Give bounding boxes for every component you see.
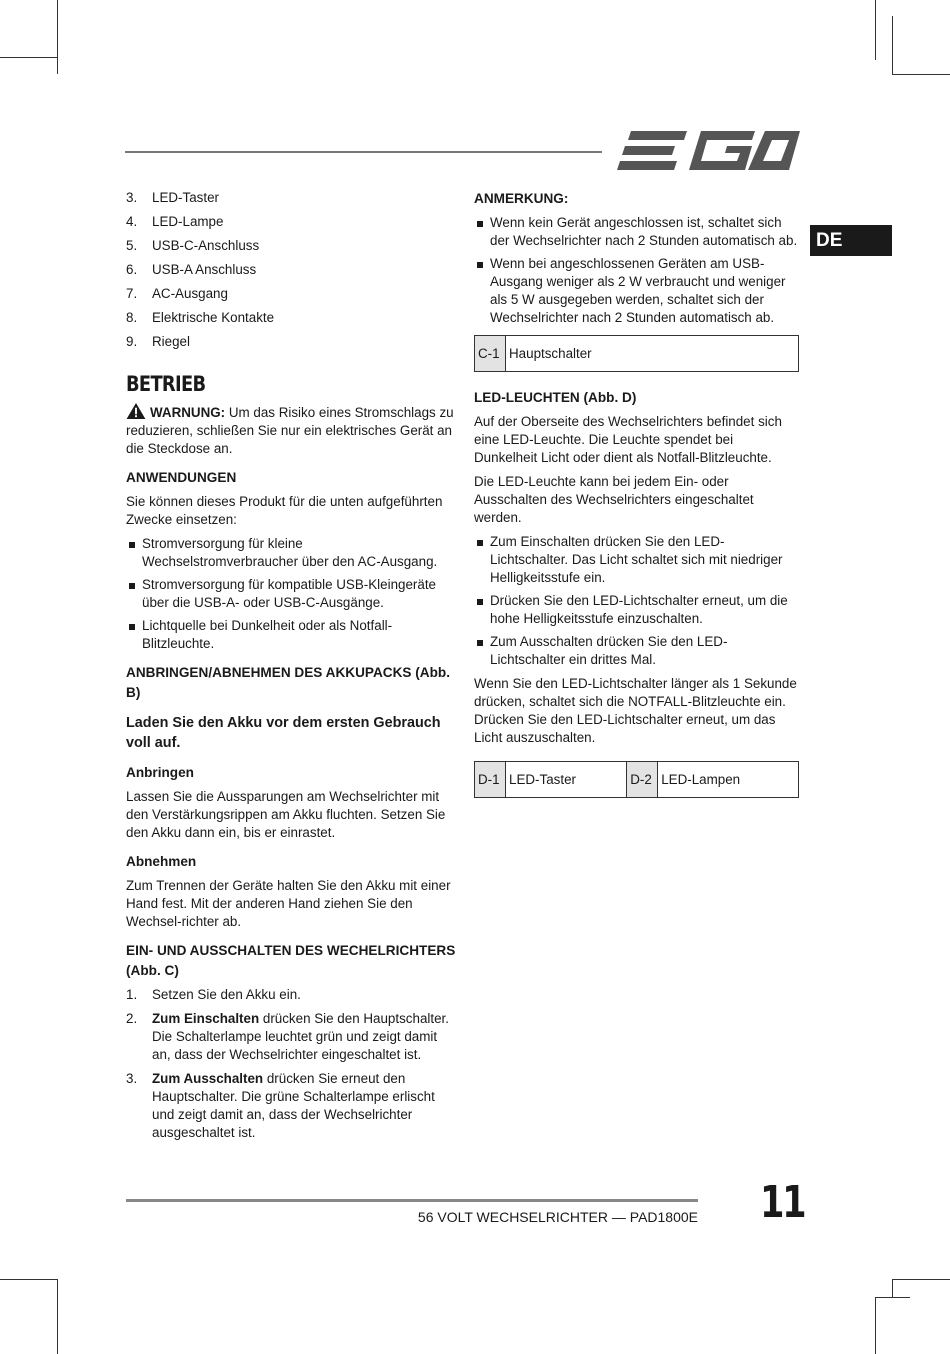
crop-mark-bottom-left-h <box>0 1279 57 1280</box>
right-column <box>474 189 800 808</box>
heading-led: LED-LEUCHTEN (Abb. D) <box>474 390 637 405</box>
table-cell-label: LED-Lampen <box>658 762 799 798</box>
table-row <box>475 336 799 372</box>
heading-akku: ANBRINGEN/ABNEHMEN DES AKKUPACKS (Abb. B) <box>126 665 450 700</box>
list-item: 4. LED-Lampe <box>126 214 224 229</box>
bullet-icon <box>474 592 490 628</box>
table-cell-label: Hauptschalter <box>506 336 799 372</box>
steps-list <box>126 986 456 1142</box>
table-cell-label: LED-Taster <box>506 762 627 798</box>
footer-rule <box>126 1199 698 1202</box>
bullet-icon <box>126 576 142 612</box>
list-item: Drücken Sie den LED-Lichtschalter erneut, um die hohe Helligkeitsstufe einzuschalten. <box>474 592 800 628</box>
list-item: 7. AC-Ausgang <box>126 286 228 301</box>
list-item: 8. Elektrische Kontakte <box>126 310 275 325</box>
heading-anbringen: Anbringen <box>126 765 194 780</box>
list-item: 5. USB-C-Anschluss <box>126 238 260 253</box>
crop-mark-bottom-right-h <box>892 1279 950 1280</box>
list-item: 3. LED-Taster <box>126 190 219 205</box>
list-item: Zum Einschalten drücken Sie den LED-Lichtschalter. Das Licht schaltet sich mit niedriger Helligkeitsstufe ein. <box>474 533 800 587</box>
parts-list <box>126 189 456 351</box>
list-item: 9. Riegel <box>126 334 190 349</box>
crop-mark-bottom-right-v2 <box>875 1297 876 1354</box>
label-table-d <box>474 761 799 798</box>
language-tab: DE <box>810 225 892 256</box>
heading-abnehmen: Abnehmen <box>126 854 197 869</box>
crop-mark-bottom-right-v <box>892 1279 893 1297</box>
table-cell-code: C-1 <box>475 336 506 372</box>
list-item: 1. Setzen Sie den Akku ein. <box>126 987 301 1002</box>
crop-mark-bottom-right-h2 <box>875 1297 910 1298</box>
bullet-icon <box>474 533 490 587</box>
crop-mark-bottom-left-v <box>57 1279 58 1354</box>
list-item: Zum Ausschalten drücken Sie den LED-Lichtschalter ein drittes Mal. <box>474 633 800 669</box>
list-item: Wenn kein Gerät angeschlossen ist, schaltet sich der Wechselrichter nach 2 Stunden automatisch ab. <box>474 214 800 250</box>
list-item: Stromversorgung für kleine Wechselstromverbraucher über den AC-Ausgang. <box>126 535 456 571</box>
anmerkung-list <box>474 214 800 327</box>
crop-mark-top-right-v <box>875 0 876 60</box>
section-title-betrieb: BETRIEB <box>126 372 206 396</box>
anwendungen-list <box>126 535 456 653</box>
crop-mark-top-right-h <box>892 74 950 75</box>
header-rule <box>125 151 602 153</box>
list-item: 2. Zum Einschalten drücken Sie den Hauptschalter. Die Schalterlampe leuchtet grün und zeigt damit an, dass der Wechselrichter eingeschaltet ist. <box>126 1011 449 1062</box>
table-cell-code: D-1 <box>475 762 506 798</box>
list-item: Stromversorgung für kompatible USB-Kleingeräte über die USB-A- oder USB-C-Ausgänge. <box>126 576 456 612</box>
table-cell-code: D-2 <box>627 762 658 798</box>
led-paragraph-3: Wenn Sie den LED-Lichtschalter länger als 1 Sekunde drücken, schaltet sich die NOTFALL-Blitzleuchte ein. Drücken Sie den LED-Lichtschalter erneut, um das Licht auszuschalten. <box>474 676 797 745</box>
heading-anmerkung: ANMERKUNG: <box>474 191 569 206</box>
crop-mark-top-left-v <box>57 0 58 74</box>
ego-logo <box>617 129 800 172</box>
page-number: 11 <box>760 1177 805 1228</box>
warning-label: WARNUNG: <box>150 405 226 420</box>
abnehmen-text: Zum Trennen der Geräte halten Sie den Akku mit einer Hand fest. Mit der anderen Hand ziehen Sie den Wechsel-richter ab. <box>126 878 451 929</box>
label-table-c <box>474 335 799 372</box>
list-item: Wenn bei angeschlossenen Geräten am USB-Ausgang weniger als 2 W verbraucht und weniger als 5 W ausgegeben werden, schaltet sich der Wechselrichter nach 2 Stunden automatisch ab. <box>474 255 800 327</box>
led-paragraph-2: Die LED-Leuchte kann bei jedem Ein- oder Ausschalten des Wechselrichters eingeschaltet werden. <box>474 474 754 525</box>
bullet-icon <box>126 617 142 653</box>
footer-product: 56 VOLT WECHSELRICHTER — PAD1800E <box>417 1209 698 1225</box>
bullet-icon <box>126 535 142 571</box>
list-item: 6. USB-A Anschluss <box>126 262 257 277</box>
warning-text: Um das Risiko eines Stromschlags zu reduzieren, schließen Sie nur ein elektrisches Gerät an die Steckdose an. <box>126 405 454 456</box>
led-list <box>474 533 800 669</box>
warning-icon <box>126 403 146 419</box>
anbringen-text: Lassen Sie die Aussparungen am Wechselrichter mit den Verstärkungsrippen am Akku fluchten. Setzen Sie den Akku dann ein, bis er einrastet. <box>126 789 446 840</box>
bullet-icon <box>474 255 490 327</box>
heading-anwendungen: ANWENDUNGEN <box>126 470 237 485</box>
table-row <box>475 762 799 798</box>
akku-notice: Laden Sie den Akku vor dem ersten Gebrauch voll auf. <box>126 715 441 751</box>
list-item: Lichtquelle bei Dunkelheit oder als Notfall-Blitzleuchte. <box>126 617 456 653</box>
crop-mark-top-right-v2 <box>892 16 893 74</box>
heading-ein-aus: EIN- UND AUSSCHALTEN DES WECHELRICHTERS (Abb. C) <box>126 943 456 978</box>
anwendungen-intro: Sie können dieses Produkt für die unten aufgeführten Zwecke einsetzen: <box>126 494 443 527</box>
left-column <box>126 189 456 1148</box>
bullet-icon <box>474 214 490 250</box>
warning-paragraph <box>126 403 456 458</box>
crop-mark-top-left-h <box>0 57 57 58</box>
bullet-icon <box>474 633 490 669</box>
led-paragraph-1: Auf der Oberseite des Wechselrichters befindet sich eine LED-Leuchte. Die Leuchte spendet bei Dunkelheit Licht oder dient als Notfall-Blitzleuchte. <box>474 414 782 465</box>
list-item: 3. Zum Ausschalten drücken Sie erneut den Hauptschalter. Die grüne Schalterlampe erlischt und zeigt damit an, dass der Wechselrichter ausgeschaltet ist. <box>126 1071 435 1140</box>
